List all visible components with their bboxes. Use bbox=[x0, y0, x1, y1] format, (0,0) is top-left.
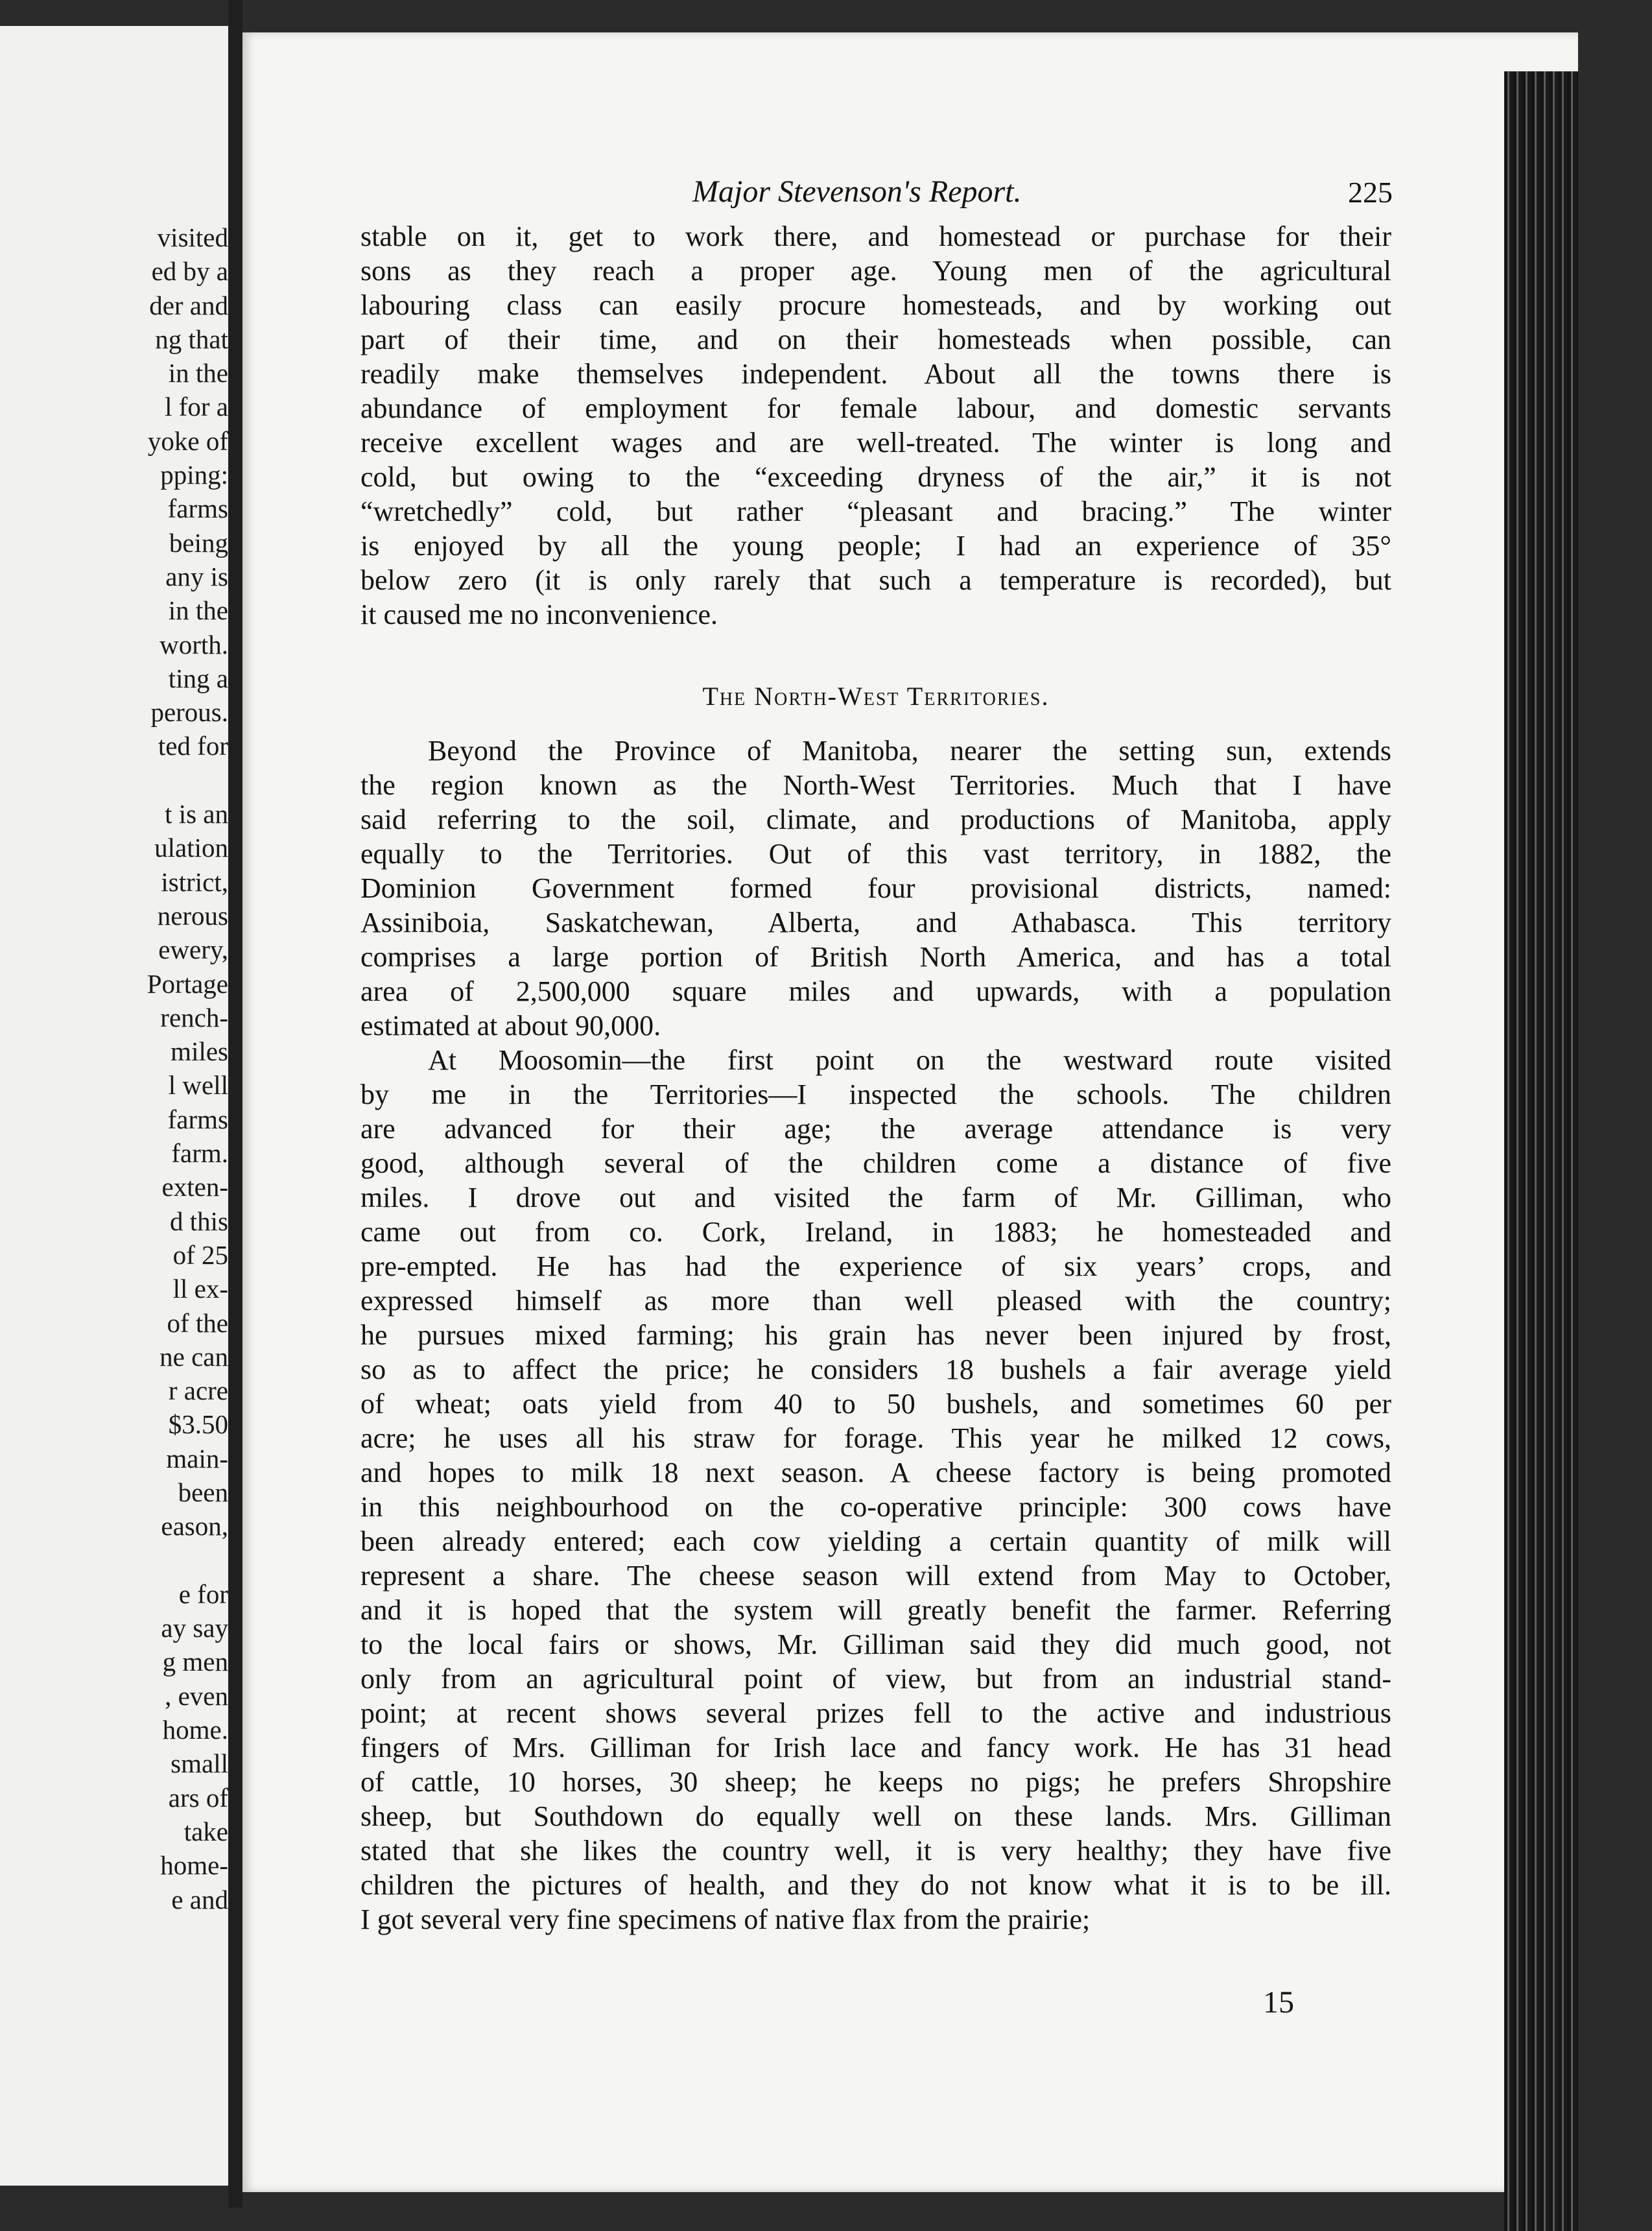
text-line: is enjoyed by all the young people; I had an experience of 35° bbox=[360, 530, 1391, 562]
text-line: of wheat; oats yield from 40 to 50 bushels, and sometimes 60 per bbox=[360, 1388, 1391, 1420]
book-gutter bbox=[228, 0, 242, 2208]
text-line: stated that she likes the country well, it is very healthy; they have five bbox=[360, 1835, 1391, 1867]
facing-page-line: in the bbox=[168, 358, 228, 388]
page-content bbox=[360, 174, 1391, 1937]
facing-page-line: been bbox=[178, 1477, 228, 1507]
opening-paragraph bbox=[360, 219, 1391, 632]
facing-page-line bbox=[0, 763, 230, 797]
facing-page-line: ted for bbox=[158, 731, 228, 761]
text-line: children the pictures of health, and they do not know what it is to be ill. bbox=[360, 1869, 1391, 1901]
text-line: acre; he uses all his straw for forage. This year he milked 12 cows, bbox=[360, 1422, 1391, 1454]
facing-page-line: farms bbox=[167, 1104, 228, 1134]
facing-page-line: take bbox=[183, 1816, 228, 1846]
text-line: comprises a large portion of British North America, and has a total bbox=[360, 941, 1391, 973]
text-line: “wretchedly” cold, but rather “pleasant and bracing.” The winter bbox=[360, 495, 1391, 527]
text-line: represent a share. The cheese season will extend from May to October, bbox=[360, 1560, 1391, 1592]
facing-page-line: ay say bbox=[161, 1613, 228, 1643]
facing-page-line: being bbox=[169, 527, 228, 558]
facing-page-line: Portage bbox=[147, 968, 228, 999]
running-head-title: Major Stevenson's Report. bbox=[692, 174, 1022, 209]
page-number: 225 bbox=[1348, 176, 1393, 209]
text-line: area of 2,500,000 square miles and upwards, with a population bbox=[360, 975, 1391, 1007]
section-heading: The North-West Territories. bbox=[702, 682, 1050, 711]
facing-page-line: ting a bbox=[168, 663, 228, 693]
facing-page-line: l well bbox=[168, 1070, 228, 1101]
facing-page-line: of the bbox=[167, 1307, 228, 1338]
text-line: pre-empted. He has had the experience of six years’ crops, and bbox=[360, 1250, 1391, 1282]
facing-page-line: worth. bbox=[159, 629, 228, 660]
facing-page-line: t is an bbox=[165, 799, 228, 829]
facing-page-line: miles bbox=[171, 1036, 228, 1067]
facing-page-line: main- bbox=[166, 1443, 228, 1473]
text-line: said referring to the soil, climate, and productions of Manitoba, apply bbox=[360, 804, 1391, 835]
facing-page-line: e and bbox=[171, 1884, 228, 1915]
text-line: abundance of employment for female labour, and domestic servants bbox=[360, 392, 1391, 424]
running-head bbox=[360, 174, 1391, 219]
facing-page-line: in the bbox=[168, 595, 228, 626]
facing-page-line: of 25 bbox=[172, 1239, 228, 1270]
facing-page-line: ulation bbox=[154, 833, 228, 863]
text-line: estimated at about 90,000. bbox=[360, 1010, 661, 1042]
text-line: and hopes to milk 18 next season. A cheese factory is being promoted bbox=[360, 1457, 1391, 1488]
text-line: he pursues mixed farming; his grain has never been injured by frost, bbox=[360, 1319, 1391, 1351]
text-line: cold, but owing to the “exceeding dryness of the air,” it is not bbox=[360, 461, 1391, 493]
text-line: of cattle, 10 horses, 30 sheep; he keeps no pigs; he prefers Shropshire bbox=[360, 1766, 1391, 1798]
facing-page-line: d this bbox=[170, 1206, 228, 1236]
text-line: miles. I drove out and visited the farm of Mr. Gilliman, who bbox=[360, 1182, 1391, 1213]
facing-page-line: ewery, bbox=[158, 935, 228, 965]
facing-page-line: rench- bbox=[160, 1002, 228, 1032]
facing-page-line: perous. bbox=[150, 697, 228, 728]
text-line: the region known as the North-West Territories. Much that I have bbox=[360, 769, 1391, 801]
facing-page-line: ed by a bbox=[151, 256, 228, 287]
text-line: below zero (it is only rarely that such a temperature is recorded), but bbox=[360, 564, 1391, 596]
text-line: stable on it, get to work there, and homestead or purchase for their bbox=[360, 221, 1391, 252]
facing-page-line: any is bbox=[165, 561, 228, 591]
facing-page-line: visited bbox=[157, 222, 228, 252]
text-line: readily make themselves independent. About all the towns there is bbox=[360, 358, 1391, 390]
text-line: labouring class can easily procure homesteads, and by working out bbox=[360, 289, 1391, 321]
facing-page-line: small bbox=[171, 1748, 228, 1779]
text-line: point; at recent shows several prizes fell to the active and industrious bbox=[360, 1697, 1391, 1729]
text-line: and it is hoped that the system will greatly benefit the farmer. Referring bbox=[360, 1594, 1391, 1626]
text-line: been already entered; each cow yielding a certain quantity of milk will bbox=[360, 1525, 1391, 1557]
facing-page-line: r acre bbox=[168, 1376, 228, 1406]
facing-page-line: nerous bbox=[157, 900, 228, 931]
text-line: At Moosomin—the first point on the westward route visited bbox=[428, 1044, 1391, 1076]
text-line: only from an agricultural point of view, but from an industrial stand- bbox=[360, 1663, 1391, 1695]
facing-page-line: ll ex- bbox=[172, 1274, 228, 1304]
facing-page-line: yoke of bbox=[147, 425, 228, 456]
text-line: sons as they reach a proper age. Young men of the agricultural bbox=[360, 255, 1391, 287]
facing-page-line: der and bbox=[149, 290, 228, 320]
text-line: part of their time, and on their homesteads when possible, can bbox=[360, 324, 1391, 355]
text-line: Assiniboia, Saskatchewan, Alberta, and Athabasca. This territory bbox=[360, 907, 1391, 938]
facing-page-line: ng that bbox=[155, 324, 228, 354]
facing-page-line: e for bbox=[178, 1579, 228, 1609]
signature-mark: 15 bbox=[1263, 1985, 1294, 2020]
facing-page-line: , even bbox=[165, 1680, 228, 1711]
facing-page-line: pping: bbox=[160, 460, 228, 490]
facing-page-fragment bbox=[0, 26, 230, 2186]
text-line: by me in the Territories—I inspected the schools. The children bbox=[360, 1079, 1391, 1110]
facing-page-line: home. bbox=[162, 1715, 228, 1745]
text-line: equally to the Territories. Out of this vast territory, in 1882, the bbox=[360, 838, 1391, 870]
text-line: Beyond the Province of Manitoba, nearer the setting sun, extends bbox=[428, 735, 1391, 767]
facing-page-line: istrict, bbox=[161, 866, 228, 897]
text-line: Dominion Government formed four provisional districts, named: bbox=[360, 872, 1391, 904]
text-line: I got several very fine specimens of native flax from the prairie; bbox=[360, 1903, 1091, 1935]
facing-page-line: farm. bbox=[171, 1138, 228, 1169]
text-line: fingers of Mrs. Gilliman for Irish lace and fancy work. He has 31 head bbox=[360, 1732, 1391, 1763]
text-line: expressed himself as more than well pleased with the country; bbox=[360, 1285, 1391, 1317]
facing-page-line: ars of bbox=[168, 1782, 228, 1813]
text-line: it caused me no inconvenience. bbox=[360, 599, 718, 630]
facing-page-line: home- bbox=[160, 1850, 228, 1881]
text-line: came out from co. Cork, Ireland, in 1883; he homesteaded and bbox=[360, 1216, 1391, 1248]
facing-page-line: exten- bbox=[161, 1172, 228, 1202]
text-line: so as to affect the price; he considers 18 bushels a fair average yield bbox=[360, 1354, 1391, 1385]
facing-page-line: $3.50 bbox=[168, 1409, 228, 1440]
facing-page-line: farms bbox=[167, 494, 228, 524]
page-edges bbox=[1504, 71, 1578, 2231]
territories-paragraph bbox=[360, 734, 1391, 1043]
text-line: receive excellent wages and are well-treated. The winter is long and bbox=[360, 427, 1391, 459]
facing-page-line: l for a bbox=[165, 392, 228, 422]
text-line: in this neighbourhood on the co-operative principle: 300 cows have bbox=[360, 1491, 1391, 1523]
moosomin-paragraph bbox=[360, 1043, 1391, 1937]
text-line: to the local fairs or shows, Mr. Gilliman said they did much good, not bbox=[360, 1629, 1391, 1660]
facing-page-line: ne can bbox=[159, 1341, 228, 1372]
text-line: sheep, but Southdown do equally well on these lands. Mrs. Gilliman bbox=[360, 1800, 1391, 1832]
facing-page-text bbox=[0, 221, 228, 1916]
text-line: good, although several of the children come a distance of five bbox=[360, 1147, 1391, 1179]
facing-page-line: eason, bbox=[161, 1511, 228, 1542]
text-line: are advanced for their age; the average attendance is very bbox=[360, 1113, 1391, 1145]
facing-page-line: g men bbox=[162, 1647, 228, 1677]
facing-page-line bbox=[0, 1544, 230, 1577]
